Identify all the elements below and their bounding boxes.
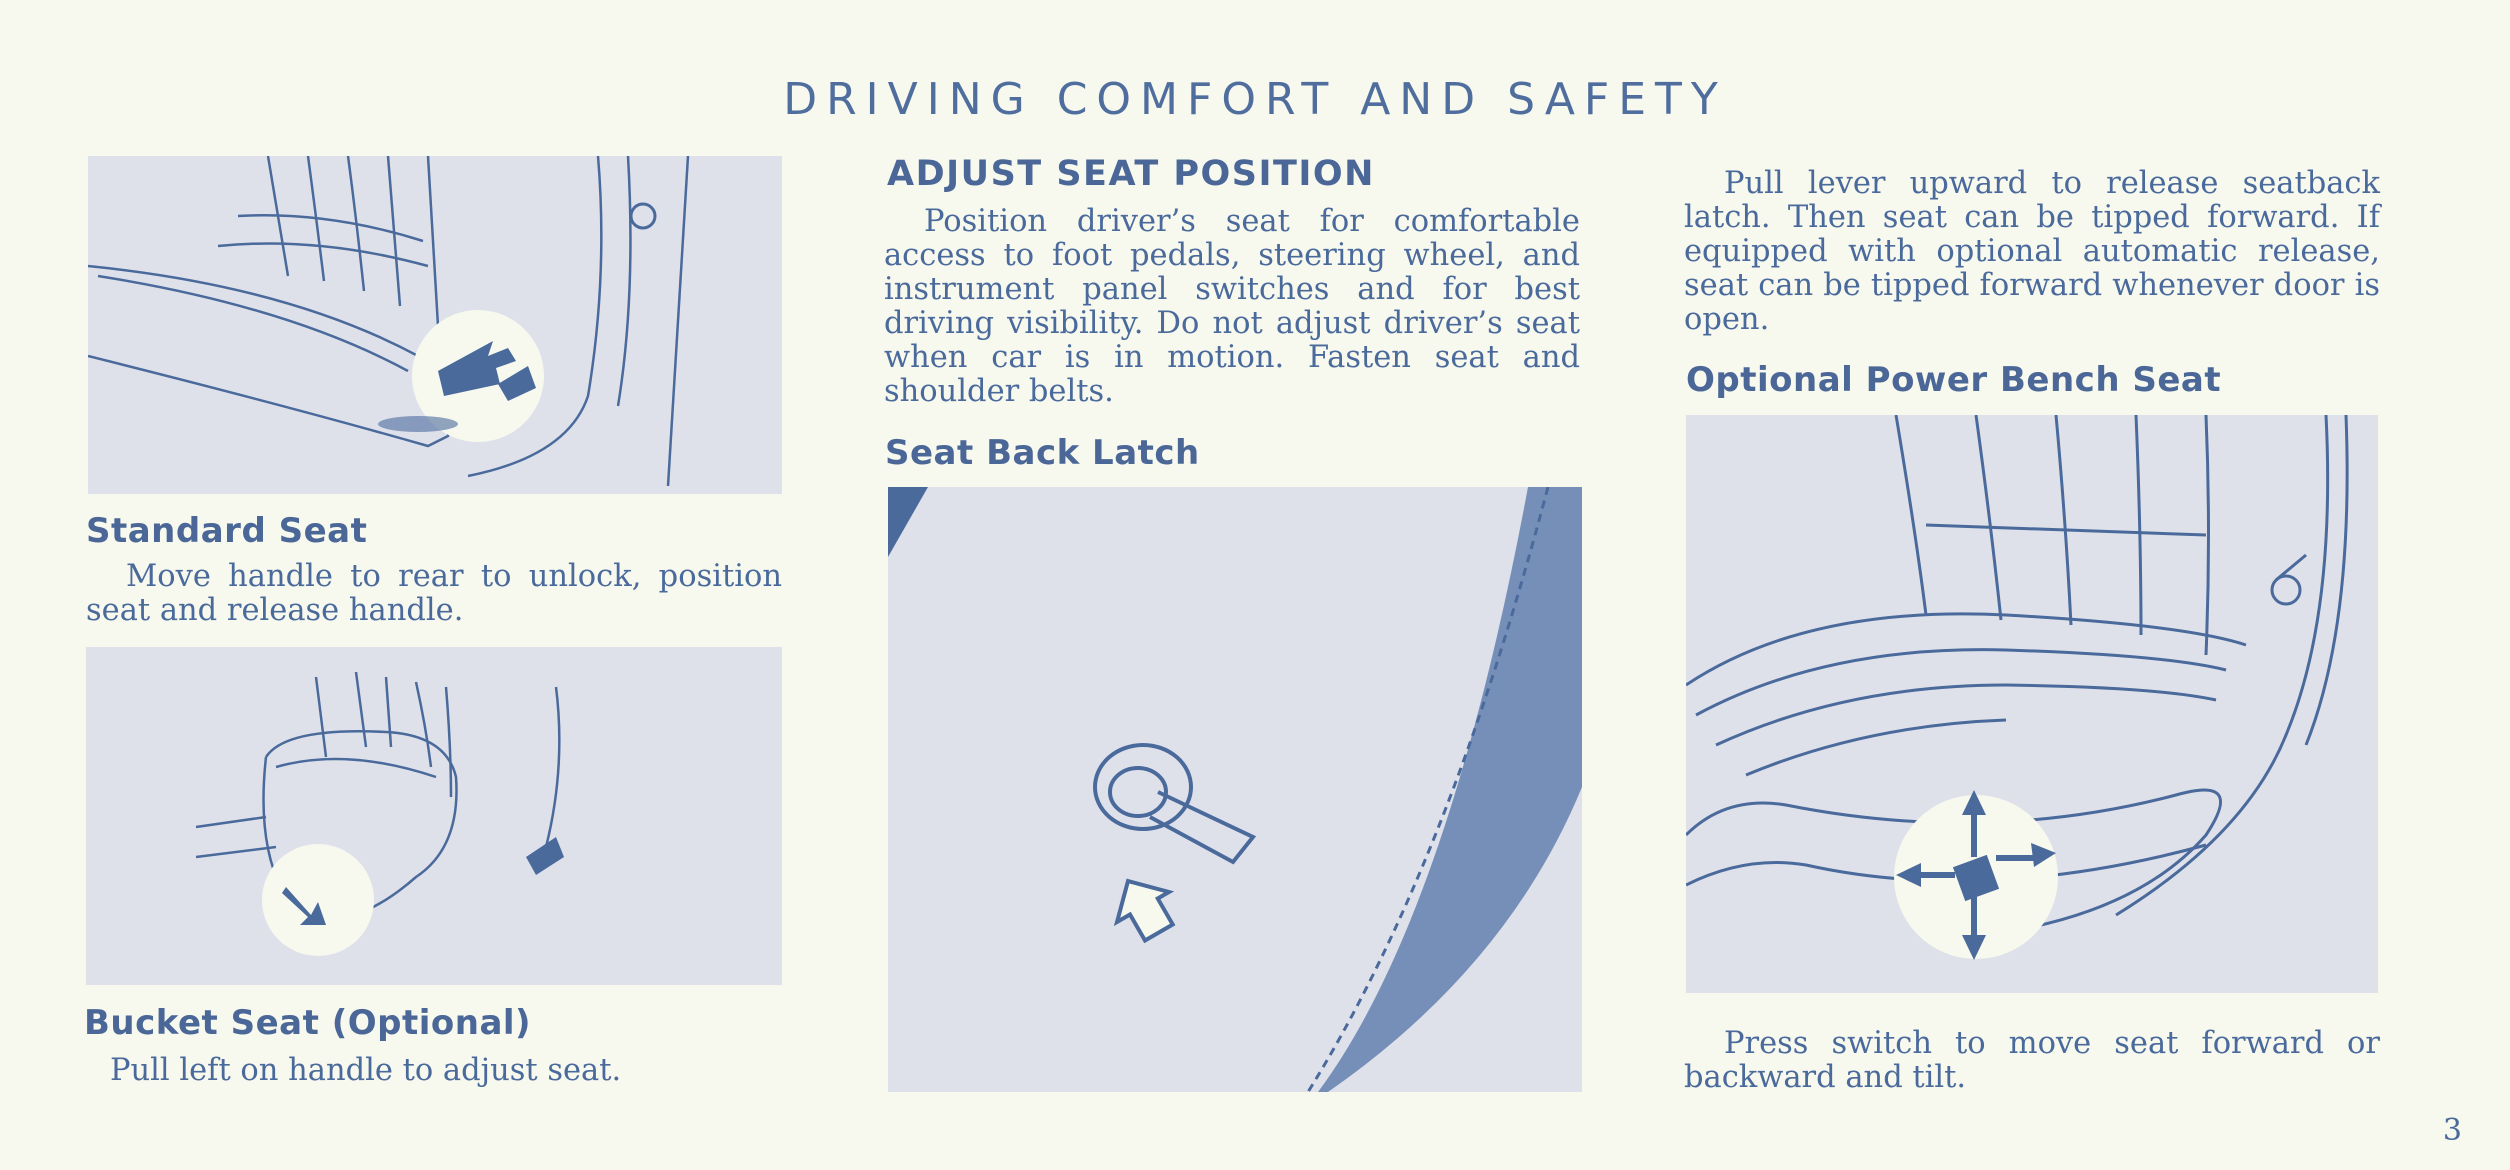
bucket-seat-illustration	[86, 647, 782, 985]
standard-seat-illustration	[88, 156, 782, 494]
seat-back-latch-text: Pull lever upward to release seatback latch. Then seat can be tipped forward. If equipped with optional automatic release, seat can be tipped forward whenever door is open.	[1684, 166, 2380, 337]
standard-seat-drawing	[88, 156, 782, 494]
standard-seat-heading: Standard Seat	[86, 511, 368, 551]
seat-back-latch-drawing	[888, 487, 1582, 1092]
page-number: 3	[2442, 1113, 2462, 1148]
power-bench-seat-heading: Optional Power Bench Seat	[1686, 360, 2222, 400]
bucket-seat-text: Pull left on handle to adjust seat.	[110, 1053, 622, 1088]
adjust-seat-heading: ADJUST SEAT POSITION	[887, 154, 1375, 194]
power-bench-seat-illustration	[1686, 415, 2378, 993]
adjust-seat-text: Position driver’s seat for comfortable access to foot pedals, steering wheel, and instrument panel switches and for best driving visibility. Do not adjust driver’s seat when car is in motion. Fasten seat and shoulder belts.	[884, 204, 1580, 409]
standard-seat-text: Move handle to rear to unlock, position seat and release handle.	[86, 559, 782, 628]
bucket-seat-heading: Bucket Seat (Optional)	[84, 1003, 532, 1043]
seat-back-latch-illustration	[888, 487, 1582, 1092]
bucket-seat-drawing	[86, 647, 782, 985]
power-bench-seat-text: Press switch to move seat forward or backward and tilt.	[1684, 1026, 2380, 1095]
seat-back-latch-heading: Seat Back Latch	[885, 433, 1200, 473]
power-bench-seat-drawing	[1686, 415, 2378, 993]
page-title: DRIVING COMFORT AND SAFETY	[783, 74, 1727, 125]
